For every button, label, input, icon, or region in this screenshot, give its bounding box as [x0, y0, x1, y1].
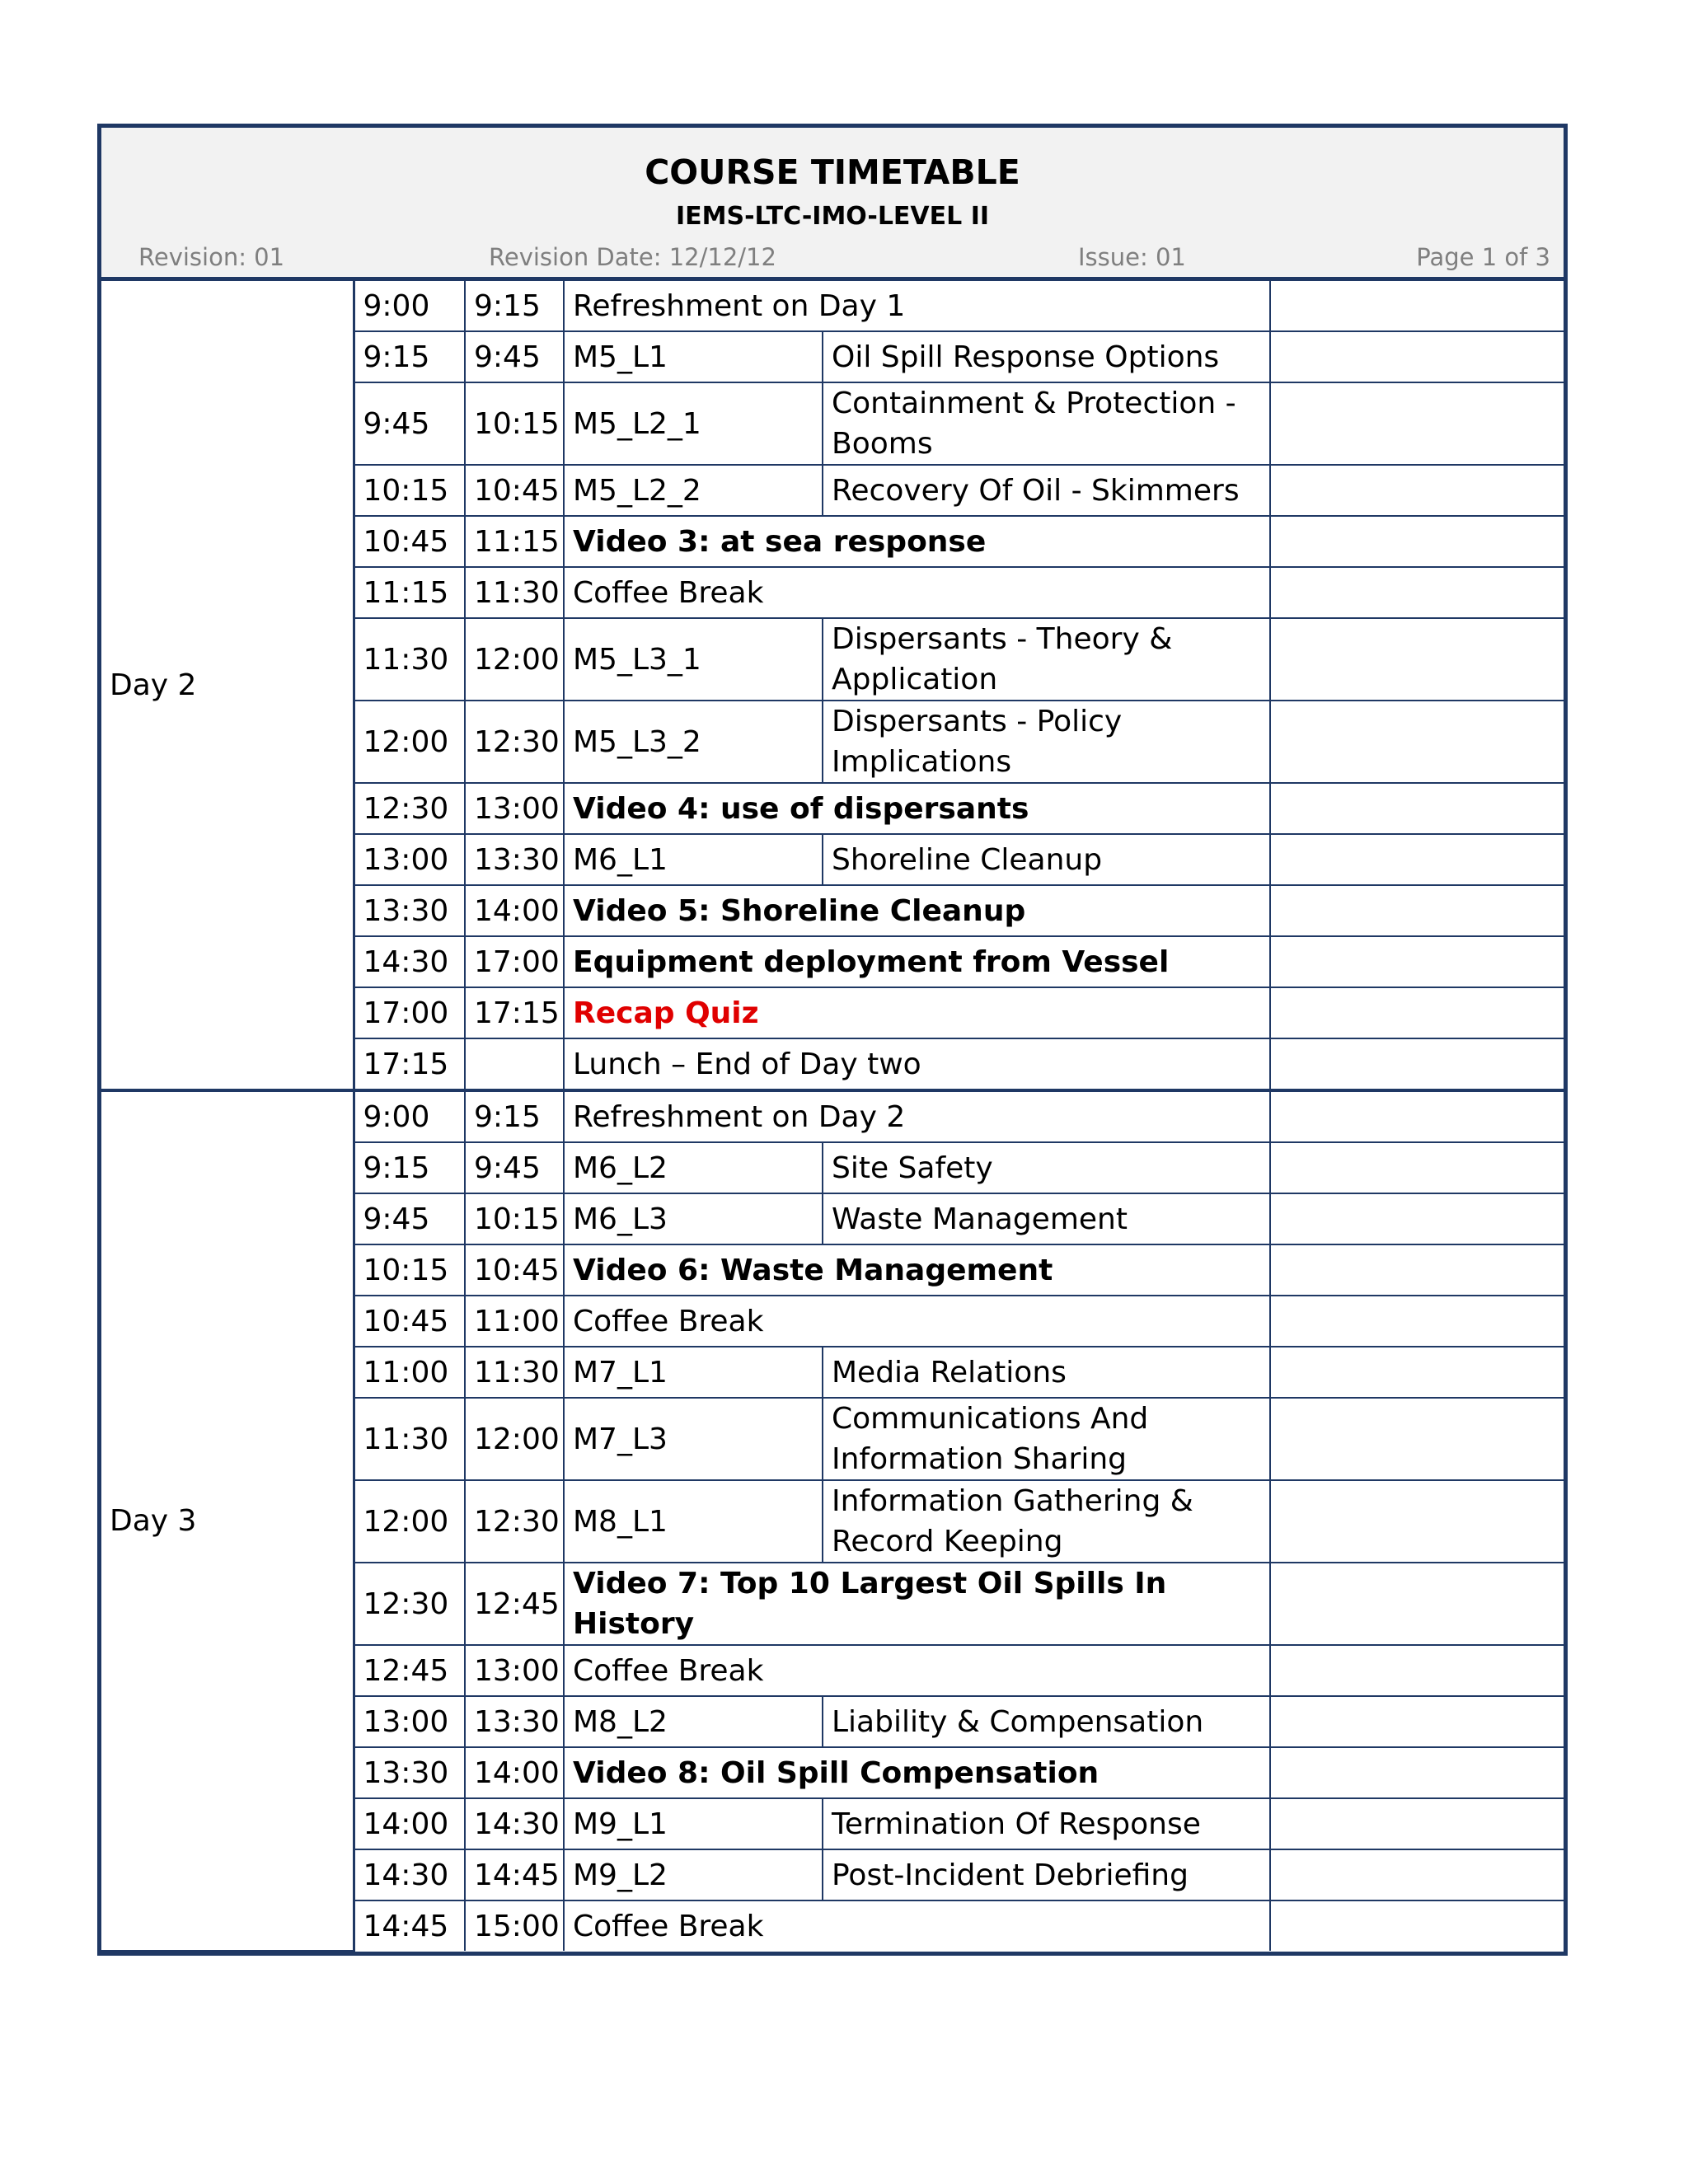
- notes-cell: [1270, 1480, 1564, 1563]
- module-code: M5_L2_1: [564, 382, 823, 465]
- notes-cell: [1270, 1398, 1564, 1480]
- module-topic: Waste Management: [823, 1193, 1270, 1244]
- end-time: 10:45: [465, 465, 564, 516]
- session-title: Coffee Break: [564, 1900, 1270, 1951]
- module-code: M6_L3: [564, 1193, 823, 1244]
- module-topic: Information Gathering & Record Keeping: [823, 1480, 1270, 1563]
- table-row: [101, 281, 1564, 331]
- start-time: 11:00: [354, 1347, 465, 1398]
- start-time: 13:30: [354, 1747, 465, 1798]
- revision-date-label: Revision Date: 12/12/12: [489, 243, 776, 271]
- notes-cell: [1270, 1244, 1564, 1296]
- notes-cell: [1270, 281, 1564, 331]
- start-time: 9:15: [354, 331, 465, 382]
- end-time: 11:30: [465, 567, 564, 618]
- module-topic: Communications And Information Sharing: [823, 1398, 1270, 1480]
- module-topic: Media Relations: [823, 1347, 1270, 1398]
- notes-cell: [1270, 1849, 1564, 1900]
- module-code: M7_L3: [564, 1398, 823, 1480]
- document-header: [101, 128, 1564, 281]
- notes-cell: [1270, 567, 1564, 618]
- start-time: 14:30: [354, 1849, 465, 1900]
- module-topic: Dispersants - Policy Implications: [823, 701, 1270, 783]
- session-title: Coffee Break: [564, 1645, 1270, 1696]
- module-code: M5_L3_1: [564, 618, 823, 701]
- module-code: M5_L3_2: [564, 701, 823, 783]
- module-topic: Containment & Protection - Booms: [823, 382, 1270, 465]
- start-time: 10:15: [354, 1244, 465, 1296]
- start-time: 12:45: [354, 1645, 465, 1696]
- module-code: M9_L1: [564, 1798, 823, 1849]
- notes-cell: [1270, 936, 1564, 987]
- end-time: 9:45: [465, 1142, 564, 1193]
- start-time: 9:45: [354, 382, 465, 465]
- session-title: Video 5: Shoreline Cleanup: [564, 885, 1270, 936]
- timetable: [101, 281, 1564, 1952]
- end-time: 12:00: [465, 618, 564, 701]
- module-code: M6_L2: [564, 1142, 823, 1193]
- end-time: [465, 1038, 564, 1090]
- module-topic: Dispersants - Theory & Application: [823, 618, 1270, 701]
- end-time: 15:00: [465, 1900, 564, 1951]
- notes-cell: [1270, 783, 1564, 834]
- start-time: 13:30: [354, 885, 465, 936]
- notes-cell: [1270, 1696, 1564, 1747]
- session-title: Video 8: Oil Spill Compensation: [564, 1747, 1270, 1798]
- start-time: 9:45: [354, 1193, 465, 1244]
- module-code: M8_L1: [564, 1480, 823, 1563]
- session-title: Video 4: use of dispersants: [564, 783, 1270, 834]
- end-time: 13:30: [465, 834, 564, 885]
- start-time: 9:15: [354, 1142, 465, 1193]
- module-topic: Liability & Compensation: [823, 1696, 1270, 1747]
- page-title: COURSE TIMETABLE: [645, 152, 1020, 192]
- table-row: [101, 1090, 1564, 1142]
- session-title: Coffee Break: [564, 1296, 1270, 1347]
- notes-cell: [1270, 1563, 1564, 1645]
- notes-cell: [1270, 382, 1564, 465]
- start-time: 12:00: [354, 1480, 465, 1563]
- session-title: Lunch – End of Day two: [564, 1038, 1270, 1090]
- notes-cell: [1270, 331, 1564, 382]
- notes-cell: [1270, 987, 1564, 1038]
- notes-cell: [1270, 885, 1564, 936]
- start-time: 14:30: [354, 936, 465, 987]
- module-code: M5_L2_2: [564, 465, 823, 516]
- notes-cell: [1270, 1900, 1564, 1951]
- end-time: 12:30: [465, 701, 564, 783]
- end-time: 17:00: [465, 936, 564, 987]
- session-title: Equipment deployment from Vessel: [564, 936, 1270, 987]
- notes-cell: [1270, 1347, 1564, 1398]
- notes-cell: [1270, 465, 1564, 516]
- start-time: 14:45: [354, 1900, 465, 1951]
- end-time: 11:15: [465, 516, 564, 567]
- course-code: IEMS-LTC-IMO-LEVEL II: [675, 202, 990, 231]
- session-title: Video 6: Waste Management: [564, 1244, 1270, 1296]
- end-time: 14:00: [465, 1747, 564, 1798]
- end-time: 14:30: [465, 1798, 564, 1849]
- end-time: 17:15: [465, 987, 564, 1038]
- end-time: 11:30: [465, 1347, 564, 1398]
- notes-cell: [1270, 1090, 1564, 1142]
- end-time: 13:00: [465, 1645, 564, 1696]
- notes-cell: [1270, 1798, 1564, 1849]
- start-time: 12:30: [354, 1563, 465, 1645]
- module-code: M5_L1: [564, 331, 823, 382]
- end-time: 12:30: [465, 1480, 564, 1563]
- session-title: Video 3: at sea response: [564, 516, 1270, 567]
- end-time: 10:15: [465, 1193, 564, 1244]
- end-time: 9:15: [465, 281, 564, 331]
- start-time: 13:00: [354, 834, 465, 885]
- start-time: 14:00: [354, 1798, 465, 1849]
- notes-cell: [1270, 618, 1564, 701]
- start-time: 11:15: [354, 567, 465, 618]
- start-time: 17:15: [354, 1038, 465, 1090]
- module-code: M6_L1: [564, 834, 823, 885]
- revision-label: Revision: 01: [138, 243, 285, 271]
- module-code: M7_L1: [564, 1347, 823, 1398]
- session-title: Coffee Break: [564, 567, 1270, 618]
- end-time: 14:00: [465, 885, 564, 936]
- module-topic: Shoreline Cleanup: [823, 834, 1270, 885]
- end-time: 13:00: [465, 783, 564, 834]
- end-time: 10:45: [465, 1244, 564, 1296]
- notes-cell: [1270, 1038, 1564, 1090]
- session-title: Recap Quiz: [564, 987, 1270, 1038]
- session-title: Refreshment on Day 1: [564, 281, 1270, 331]
- end-time: 9:15: [465, 1090, 564, 1142]
- start-time: 9:00: [354, 1090, 465, 1142]
- start-time: 10:15: [354, 465, 465, 516]
- notes-cell: [1270, 834, 1564, 885]
- start-time: 10:45: [354, 516, 465, 567]
- start-time: 10:45: [354, 1296, 465, 1347]
- end-time: 12:45: [465, 1563, 564, 1645]
- notes-cell: [1270, 1747, 1564, 1798]
- notes-cell: [1270, 516, 1564, 567]
- start-time: 12:30: [354, 783, 465, 834]
- end-time: 14:45: [465, 1849, 564, 1900]
- day-label: Day 2: [101, 281, 354, 1090]
- start-time: 17:00: [354, 987, 465, 1038]
- notes-cell: [1270, 1645, 1564, 1696]
- session-title: Refreshment on Day 2: [564, 1090, 1270, 1142]
- notes-cell: [1270, 701, 1564, 783]
- page-number: Page 1 of 3: [1416, 243, 1550, 271]
- end-time: 11:00: [465, 1296, 564, 1347]
- start-time: 9:00: [354, 281, 465, 331]
- start-time: 12:00: [354, 701, 465, 783]
- end-time: 12:00: [465, 1398, 564, 1480]
- module-topic: Recovery Of Oil - Skimmers: [823, 465, 1270, 516]
- end-time: 9:45: [465, 331, 564, 382]
- start-time: 11:30: [354, 618, 465, 701]
- issue-label: Issue: 01: [1078, 243, 1186, 271]
- notes-cell: [1270, 1296, 1564, 1347]
- start-time: 13:00: [354, 1696, 465, 1747]
- end-time: 10:15: [465, 382, 564, 465]
- module-topic: Termination Of Response: [823, 1798, 1270, 1849]
- session-title: Video 7: Top 10 Largest Oil Spills In History: [564, 1563, 1270, 1645]
- notes-cell: [1270, 1193, 1564, 1244]
- module-topic: Post-Incident Debriefing: [823, 1849, 1270, 1900]
- module-topic: Site Safety: [823, 1142, 1270, 1193]
- module-code: M8_L2: [564, 1696, 823, 1747]
- module-topic: Oil Spill Response Options: [823, 331, 1270, 382]
- day-label: Day 3: [101, 1090, 354, 1951]
- notes-cell: [1270, 1142, 1564, 1193]
- start-time: 11:30: [354, 1398, 465, 1480]
- timetable-frame: [97, 124, 1568, 1956]
- module-code: M9_L2: [564, 1849, 823, 1900]
- end-time: 13:30: [465, 1696, 564, 1747]
